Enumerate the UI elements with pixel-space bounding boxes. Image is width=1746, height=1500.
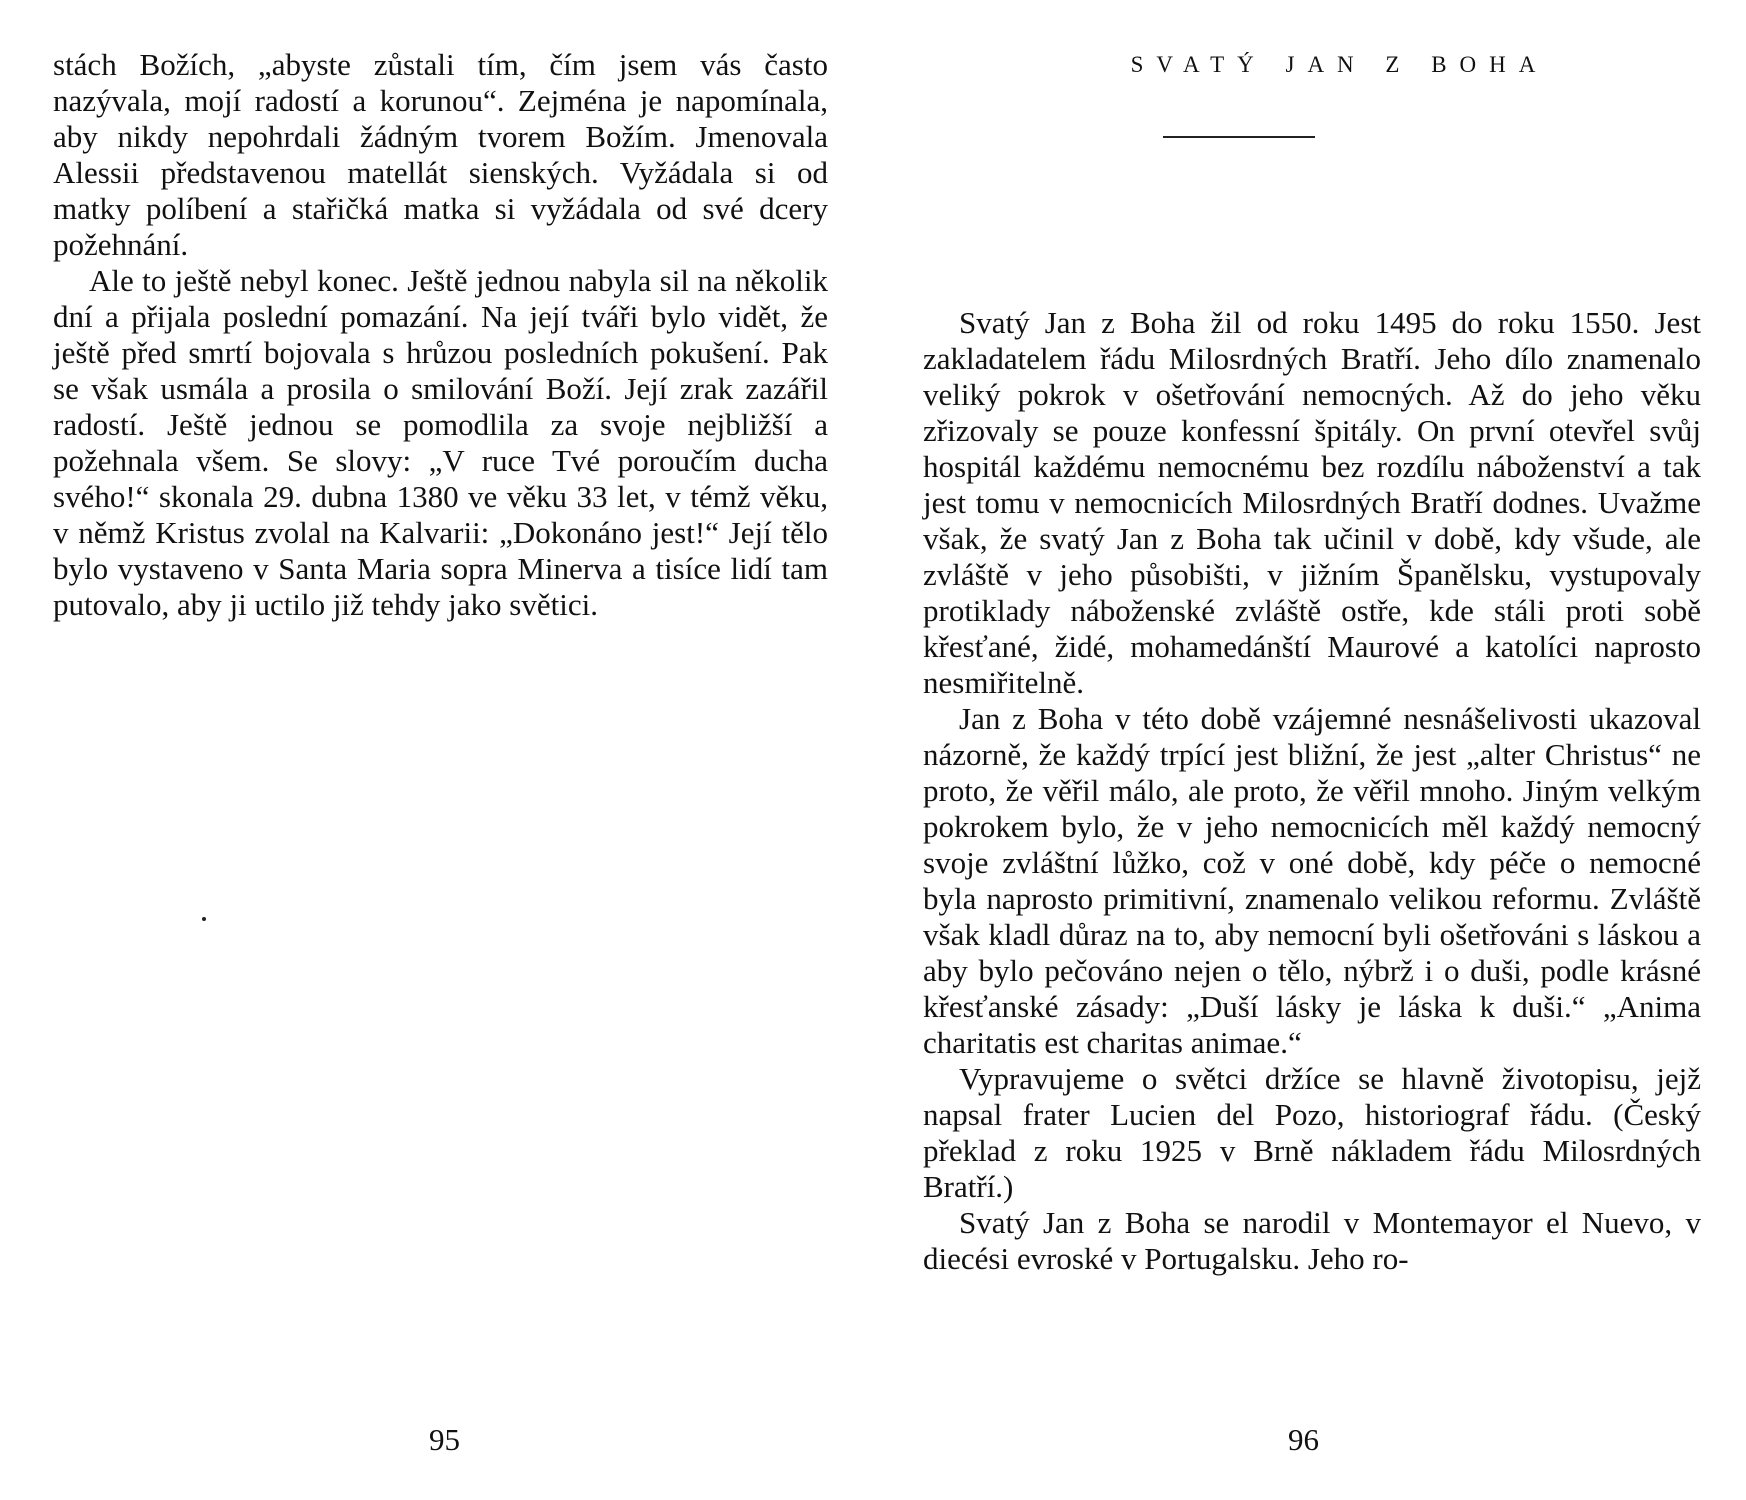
head-rule [1163, 136, 1315, 138]
paragraph: Jan z Boha v této době vzájemné nesnášelivosti ukazoval názorně, že každý trpící jest bližní, že jest „alter Christus“ ne proto, že věřil málo, ale proto, že věřil mnoho. Jiným velkým pokrokem bylo, že v jeho nemocnicích měl každý nemocný svoje zvláštní lůžko, což v oné době, kdy péče o nemocné byla naprosto primitivní, znamenalo velikou reformu. Zvláště však kladl důraz na to, aby nemocní byli ošetřováni s láskou a aby bylo pečováno nejen o tělo, nýbrž i o duši, podle krásné křesťanské zásady: „Duší lásky je láska k duši.“ „Anima charitatis est charitas animae.“ [923, 701, 1701, 1060]
right-page [873, 0, 1746, 1500]
running-head: SVATÝ JAN Z BOHA [1130, 52, 1549, 77]
paragraph: Ale to ještě nebyl konec. Ještě jednou nabyla sil na několik dní a přijala poslední pomazání. Na její tváři bylo vidět, že ještě před smrtí bojovala s hrůzou posledních pokušení. Pak se však usmála a prosila o smilování Boží. Její zrak zazářil radostí. Ještě jednou se pomodlila za svoje nejbližší a požehnala všem. Se slovy: „V ruce Tvé poroučím ducha svého!“ skonala 29. dubna 1380 ve věku 33 let, v témž věku, v němž Kristus zvolal na Kalvarii: „Dokonáno jest!“ Její tělo bylo vystaveno v Santa Maria sopra Minerva a tisíce lidí tam putovalo, aby ji uctilo již tehdy jako světici. [53, 263, 828, 622]
left-page-text [53, 47, 828, 623]
paragraph: stách Božích, „abyste zůstali tím, čím jsem vás často nazývala, mojí radostí a korunou“. Zejména je napomínala, aby nikdy nepohrdali žádným tvorem Božím. Jmenovala Alessii představenou matellát sienských. Vyžádala si od matky políbení a stařičká matka si vyžádala od své dcery požehnání. [53, 47, 828, 262]
right-page-text [923, 305, 1701, 1277]
print-speck [202, 917, 206, 921]
paragraph: Svatý Jan z Boha se narodil v Montemayor el Nuevo, v diecési evroské v Portugalsku. Jeho ro- [923, 1205, 1701, 1276]
paragraph: Svatý Jan z Boha žil od roku 1495 do roku 1550. Jest zakladatelem řádu Milosrdných Bratří. Jeho dílo znamenalo veliký pokrok v ošetřování nemocných. Až do jeho věku zřizovaly se pouze konfessní špitály. On první otevřel svůj hospitál každému nemocnému bez rozdílu náboženství a tak jest tomu v nemocnicích Milosrdných Bratří dodnes. Uvažme však, že svatý Jan z Boha tak učinil v době, kdy všude, ale zvláště v jeho působišti, v jižním Španělsku, vystupovaly protiklady náboženské zvláště ostře, kde stáli proti sobě křesťané, židé, mohamedánští Maurové a katolíci naprosto nesmiřitelně. [923, 305, 1701, 700]
page-number: 95 [429, 1422, 460, 1457]
paragraph: Vypravujeme o světci držíce se hlavně životopisu, jejž napsal frater Lucien del Pozo, historiograf řádu. (Český překlad z roku 1925 v Brně nákladem řádu Milosrdných Bratří.) [923, 1061, 1701, 1204]
page-number: 96 [1288, 1422, 1319, 1457]
